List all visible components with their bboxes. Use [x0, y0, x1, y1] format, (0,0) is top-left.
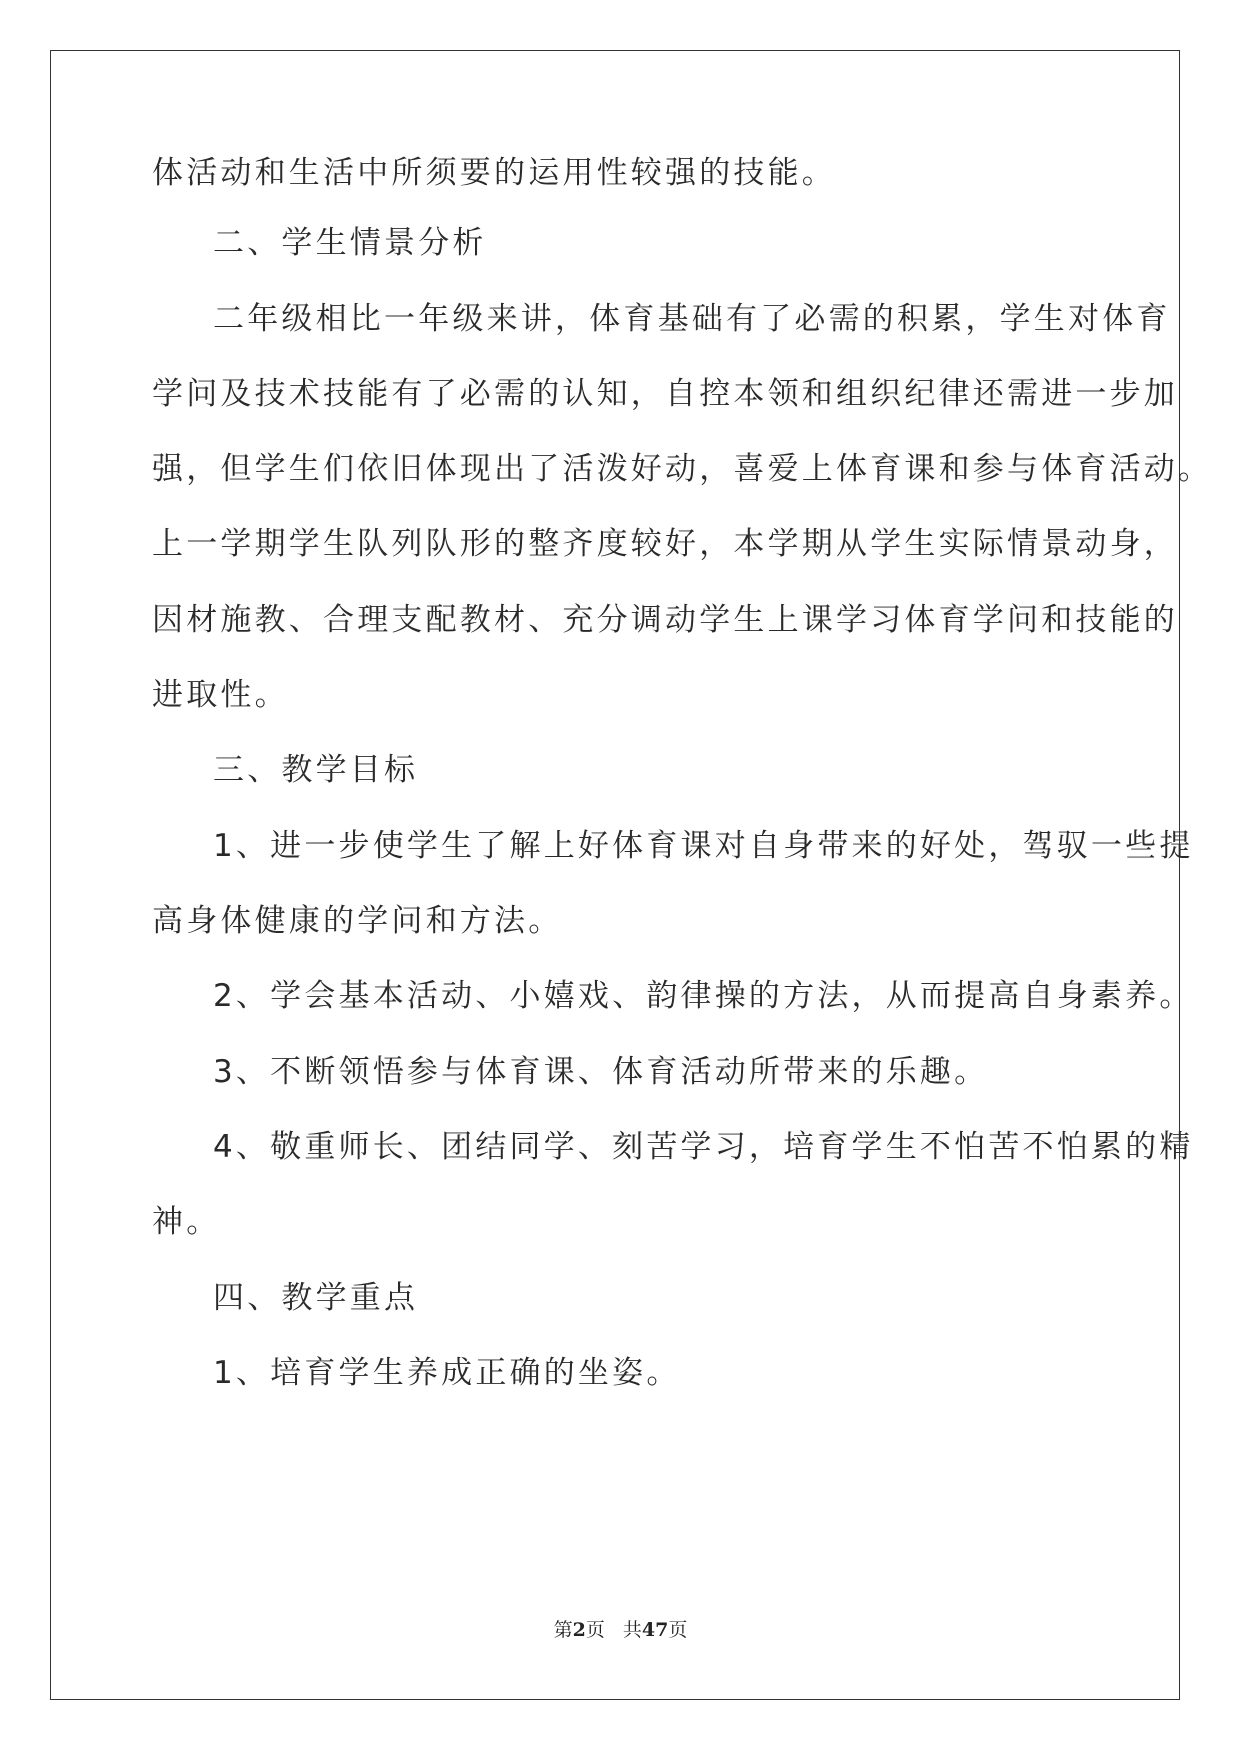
current-page-number: 2 [572, 1619, 586, 1641]
section-heading: 三、教学目标 [213, 752, 419, 788]
footer-total-prefix: 共 [622, 1619, 642, 1641]
paragraph-line: 二年级相比一年级来讲，体育基础有了必需的积累，学生对体育 [213, 301, 1171, 337]
footer-prefix: 第 [553, 1619, 573, 1641]
list-item: 1、培育学生养成正确的坐姿。 [213, 1355, 681, 1391]
paragraph-line: 高身体健康的学问和方法。 [152, 903, 563, 939]
page-footer [0, 1618, 1241, 1642]
total-pages-number: 47 [641, 1619, 669, 1641]
paragraph-line: 体活动和生活中所须要的运用性较强的技能。 [152, 155, 836, 191]
list-item: 3、不断领悟参与体育课、体育活动所带来的乐趣。 [213, 1054, 989, 1090]
section-heading: 四、教学重点 [213, 1280, 419, 1316]
paragraph-line: 因材施教、合理支配教材、充分调动学生上课学习体育学问和技能的 [152, 602, 1178, 638]
paragraph-line: 强，但学生们依旧体现出了活泼好动，喜爱上体育课和参与体育活动。 [152, 451, 1213, 487]
page-border [50, 50, 1180, 1700]
paragraph-line: 进取性。 [152, 677, 289, 713]
footer-total-suffix: 页 [668, 1619, 688, 1641]
paragraph-line: 上一学期学生队列队形的整齐度较好，本学期从学生实际情景动身， [152, 526, 1178, 562]
section-heading: 二、学生情景分析 [213, 225, 487, 261]
list-item: 1、进一步使学生了解上好体育课对自身带来的好处，驾驭一些提 [213, 828, 1194, 864]
footer-page-suffix: 页 [585, 1619, 605, 1641]
list-item: 4、敬重师长、团结同学、刻苦学习，培育学生不怕苦不怕累的精 [213, 1129, 1194, 1165]
paragraph-line: 神。 [152, 1204, 221, 1240]
paragraph-line: 学问及技术技能有了必需的认知，自控本领和组织纪律还需进一步加 [152, 376, 1178, 412]
list-item: 2、学会基本活动、小嬉戏、韵律操的方法，从而提高自身素养。 [213, 978, 1194, 1014]
